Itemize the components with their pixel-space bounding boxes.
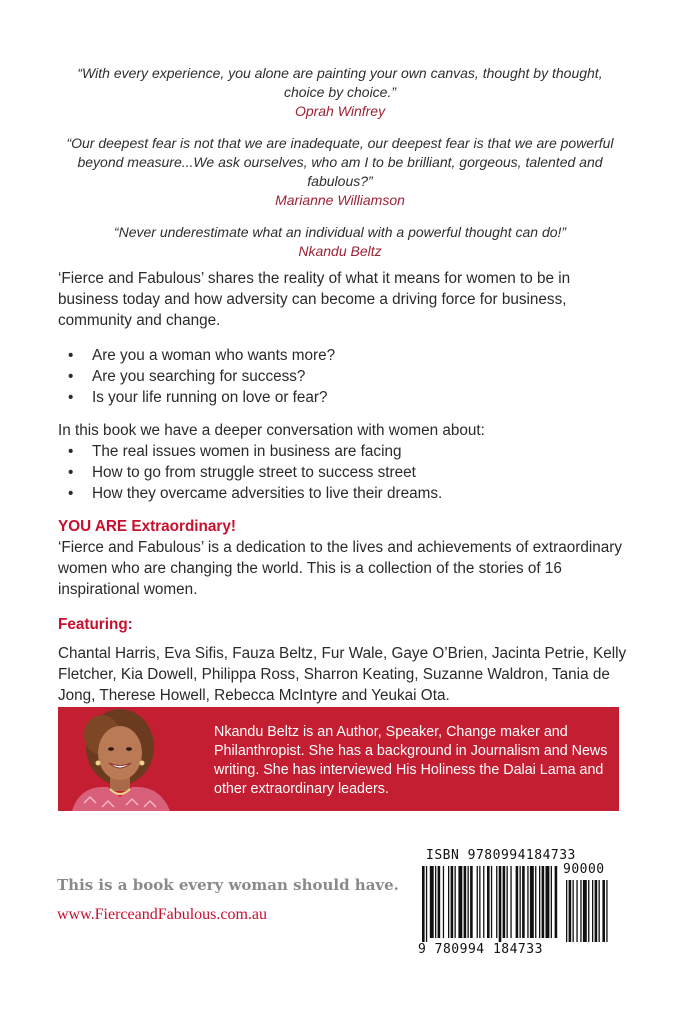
list-item: • Are you a woman who wants more? [58, 345, 628, 366]
tagline: This is a book every woman should have. [57, 876, 399, 894]
list-item: • Are you searching for success? [58, 366, 628, 387]
barcode-icon [418, 866, 618, 944]
quote-text: “Our deepest fear is not that we are inadequate, our deepest fear is that we are powerful beyond measure...We ask ourselves, who am I to be brilliant, gorgeous, talented and fabulous?” [66, 135, 614, 189]
author-bio-band [58, 707, 619, 811]
questions-list [58, 345, 628, 408]
intro-paragraph: ‘Fierce and Fabulous’ shares the reality of what it means for women to be in business today and how adversity can become a driving force for business, community and change. [58, 270, 571, 329]
quote-author: Nkandu Beltz [298, 243, 382, 259]
list-item: • How to go from struggle street to success street [58, 462, 628, 483]
quote-author: Oprah Winfrey [294, 103, 386, 119]
barcode-area [418, 846, 618, 958]
quotes-section [60, 64, 620, 274]
featuring-names: Chantal Harris, Eva Sifis, Fauza Beltz, Fur Wale, Gaye O’Brien, Jacinta Petrie, Kelly Fletcher, Kia Dowell, Philippa Ross, Sharron Keating, Suzanne Waldron, Tania de Jong, Therese Howell, Rebecca McIntyre and Yeukai Ota. [58, 645, 627, 704]
quote-author: Marianne Williamson [275, 192, 405, 208]
website-link[interactable]: www.FierceandFabulous.com.au [57, 906, 268, 923]
topics-list [58, 441, 628, 504]
author-portrait [62, 707, 182, 811]
author-bio-text: Nkandu Beltz is an Author, Speaker, Change maker and Philanthropist. She has a background in Journalism and News writing. She has interviewed His Holiness the Dalai Lama and other extraordinary leaders. [214, 724, 608, 797]
quote-text: “Never underestimate what an individual with a powerful thought can do!” [113, 224, 567, 240]
isbn-label: ISBN 9780994184733 [426, 848, 576, 863]
quote [60, 134, 620, 210]
list-item: • Is your life running on love or fear? [58, 387, 628, 408]
list-item: • The real issues women in business are facing [58, 441, 628, 462]
quote-text: “With every experience, you alone are painting your own canvas, thought by thought, choice by choice.” [77, 65, 603, 100]
extraordinary-paragraph: ‘Fierce and Fabulous’ is a dedication to the lives and achievements of extraordinary women who are changing the world. This is a collection of the stories of 16 inspirational women. [58, 539, 623, 598]
blurb-body [58, 268, 628, 706]
conversation-lead: In this book we have a deeper conversation with women about: [58, 422, 485, 439]
isbn-digits: 9 780994 184733 [418, 942, 543, 957]
quote [60, 64, 620, 121]
extraordinary-heading: YOU ARE Extraordinary! [58, 518, 236, 535]
quote [60, 223, 620, 261]
price-code: 90000 [563, 862, 605, 877]
list-item: • How they overcame adversities to live their dreams. [58, 483, 628, 504]
featuring-heading: Featuring: [58, 616, 133, 633]
